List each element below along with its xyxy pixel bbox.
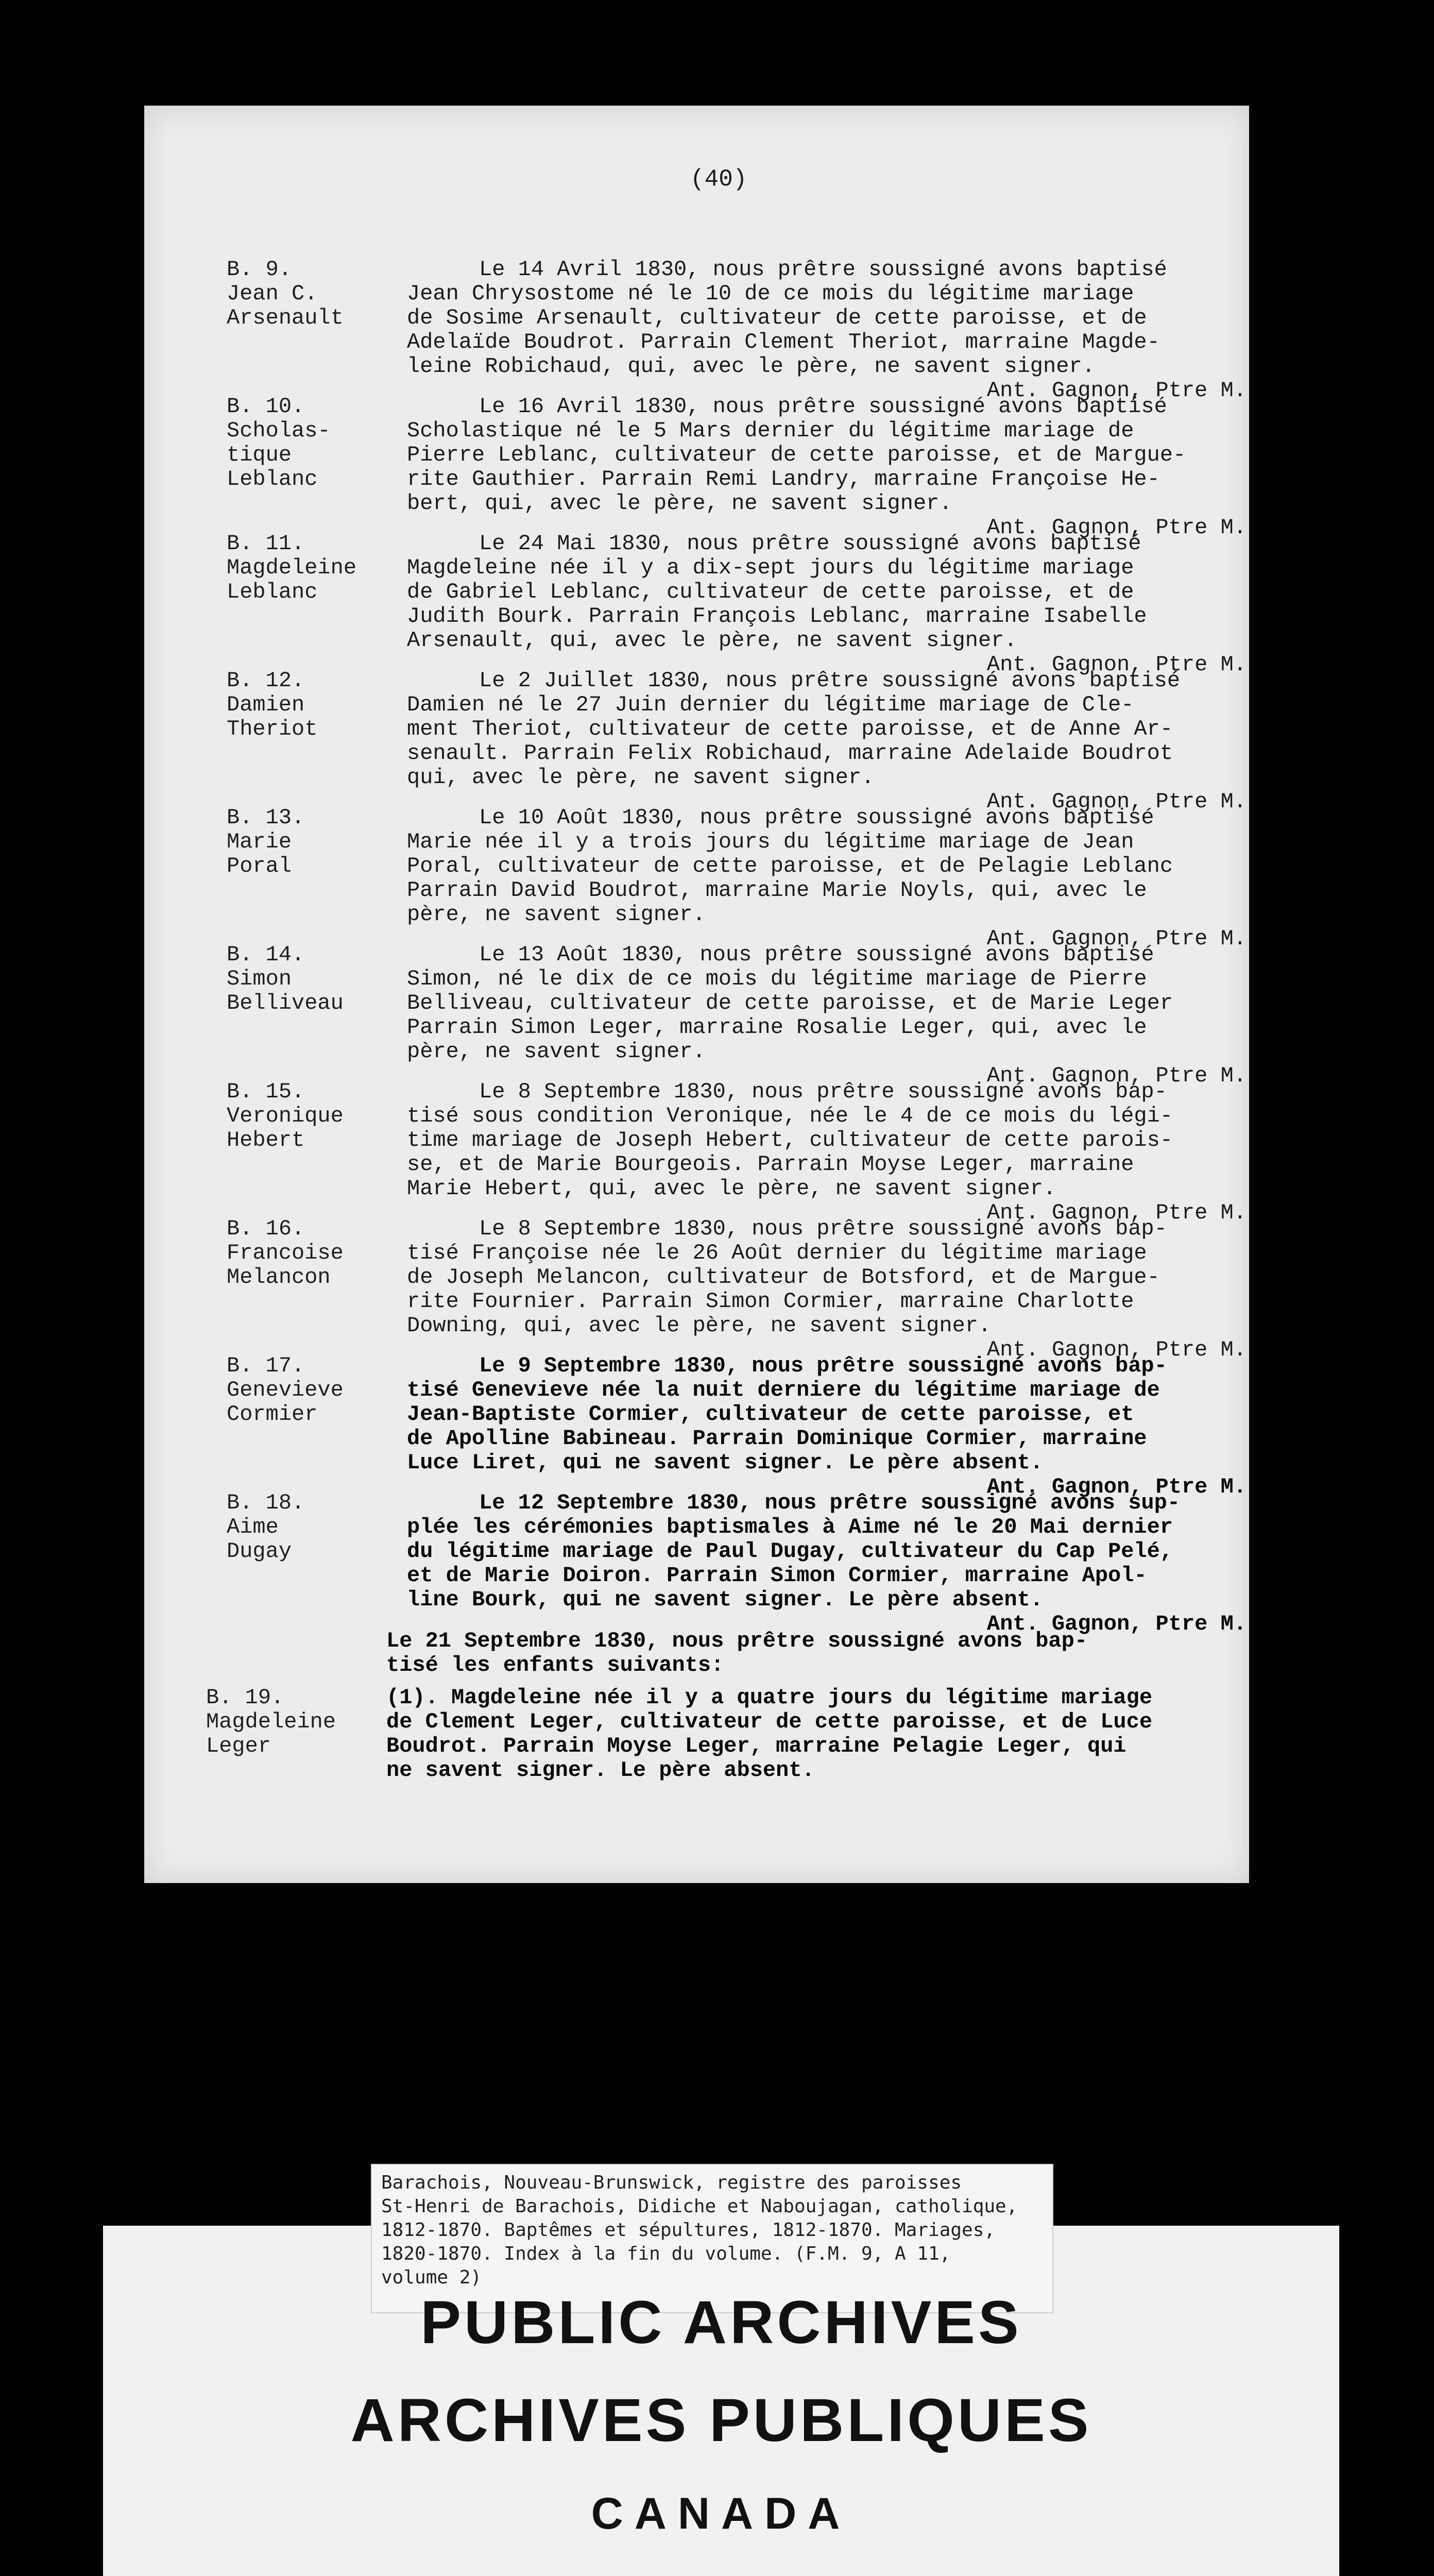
entry-name-part: Theriot xyxy=(227,717,318,741)
entry-name-part: Damien xyxy=(227,692,305,717)
entry-label xyxy=(227,1491,381,1564)
entry-line: tisé Françoise née le 26 Août dernier du légitime mariage xyxy=(407,1241,1147,1265)
entry-line: père, ne savent signer. xyxy=(407,902,706,927)
priest-signature: Ant. Gagnon, Ptre M. xyxy=(986,1475,1247,1499)
entry-line: ne savent signer. Le père absent. xyxy=(386,1758,815,1783)
baptism-entry xyxy=(227,668,1247,814)
entry-text xyxy=(407,669,1247,790)
entry-line: Adelaïde Boudrot. Parrain Clement Theriot, marraine Magde- xyxy=(407,330,1160,354)
entry-number: B. 9. xyxy=(227,257,292,282)
baptism-entry xyxy=(227,1079,1247,1225)
entry-text xyxy=(407,1354,1247,1475)
entry-label xyxy=(227,1217,381,1290)
entry-label xyxy=(227,1354,381,1427)
entry-line: plée les cérémonies baptismales à Aime né le 20 Mai dernier xyxy=(407,1515,1173,1539)
entry-line: senault. Parrain Felix Robichaud, marraine Adelaide Boudrot xyxy=(407,741,1173,766)
entry-number: B. 16. xyxy=(227,1216,305,1241)
archives-country: CANADA xyxy=(591,2489,851,2538)
entry-line: Le 10 Août 1830, nous prêtre soussigné avons baptisé xyxy=(479,805,1154,830)
entry-line: Le 13 Août 1830, nous prêtre soussigné avons baptisé xyxy=(479,942,1154,967)
entry-number: B. 18. xyxy=(227,1490,305,1515)
priest-signature: Ant. Gagnon, Ptre M. xyxy=(986,789,1247,814)
catalog-line: volume 2) xyxy=(381,2267,482,2288)
entry-line: de Apolline Babineau. Parrain Dominique Cormier, marraine xyxy=(407,1426,1147,1451)
entry-number: B. 17. xyxy=(227,1353,305,1378)
entry-name-part: Simon xyxy=(227,967,292,991)
baptism-entry xyxy=(227,531,1247,677)
priest-signature: Ant. Gagnon, Ptre M. xyxy=(986,378,1247,403)
baptism-entry xyxy=(227,257,1247,403)
catalog-line: 1820-1870. Index à la fin du volume. (F.M. 9, A 11, xyxy=(381,2243,951,2264)
entry-label xyxy=(227,1080,381,1153)
entry-line: bert, qui, avec le père, ne savent signer. xyxy=(407,491,952,516)
entry-line: rite Fournier. Parrain Simon Cormier, marraine Charlotte xyxy=(407,1289,1134,1314)
priest-signature: Ant. Gagnon, Ptre M. xyxy=(986,1337,1247,1362)
entry-name-part: Genevieve xyxy=(227,1378,344,1402)
entry-line: Le 14 Avril 1830, nous prêtre soussigné avons baptisé xyxy=(479,257,1167,282)
entry-number: B. 19. xyxy=(206,1685,284,1710)
entry-text xyxy=(386,1686,1226,1783)
entry-label xyxy=(227,806,381,878)
entry-line: Le 2 Juillet 1830, nous prêtre soussigné avons baptisé xyxy=(479,668,1181,693)
entry-text xyxy=(407,1491,1247,1612)
intro-line: tisé les enfants suivants: xyxy=(386,1653,724,1677)
entry-line: et de Marie Doiron. Parrain Simon Cormier, marraine Apol- xyxy=(407,1563,1147,1588)
entry-line: Parrain Simon Leger, marraine Rosalie Leger, qui, avec le xyxy=(407,1015,1147,1040)
entry-name-part: Cormier xyxy=(227,1402,318,1427)
baptism-entry xyxy=(227,1353,1247,1499)
entry-name-part: Scholas- xyxy=(227,418,331,443)
entry-line: de Joseph Melancon, cultivateur de Botsford, et de Margue- xyxy=(407,1265,1160,1290)
entry-text xyxy=(407,806,1247,927)
entry-name-part: Veronique xyxy=(227,1104,344,1128)
priest-signature: Ant. Gagnon, Ptre M. xyxy=(986,926,1247,951)
baptism-entry xyxy=(227,942,1247,1088)
entry-line: Poral, cultivateur de cette paroisse, et de Pelagie Leblanc xyxy=(407,854,1173,878)
entry-line: line Bourk, qui ne savent signer. Le père absent. xyxy=(407,1587,1044,1612)
entry-name-part: Belliveau xyxy=(227,991,344,1015)
entry-line: leine Robichaud, qui, avec le père, ne savent signer. xyxy=(407,354,1095,379)
entry-line: Scholastique né le 5 Mars dernier du légitime mariage de xyxy=(407,418,1134,443)
entry-label xyxy=(227,532,381,604)
catalog-line: St-Henri de Barachois, Didiche et Naboujagan, catholique, xyxy=(381,2196,1018,2217)
entry-line: Le 9 Septembre 1830, nous prêtre soussigné avons bap- xyxy=(479,1353,1167,1378)
entry-line: de Clement Leger, cultivateur de cette paroisse, et de Luce xyxy=(386,1709,1153,1734)
baptism-entry xyxy=(227,1490,1247,1636)
baptism-entry xyxy=(227,1216,1247,1362)
entry-name-part: Francoise xyxy=(227,1241,344,1265)
entry-label xyxy=(227,943,381,1015)
catalog-line: Barachois, Nouveau-Brunswick, registre des paroisses xyxy=(381,2172,962,2193)
entry-line: Marie née il y a trois jours du légitime mariage de Jean xyxy=(407,829,1134,854)
entry-line: Damien né le 27 Juin dernier du légitime mariage de Cle- xyxy=(407,692,1134,717)
entry-name-part: Hebert xyxy=(227,1128,305,1153)
entry-line: Pierre Leblanc, cultivateur de cette paroisse, et de Margue- xyxy=(407,443,1186,467)
entry-line: Downing, qui, avec le père, ne savent signer. xyxy=(407,1313,992,1338)
entry-surname: Leger xyxy=(206,1734,271,1758)
intro-line: Le 21 Septembre 1830, nous prêtre soussigné avons bap- xyxy=(386,1629,1088,1653)
catalog-line: 1812-1870. Baptêmes et sépultures, 1812-1870. Mariages, xyxy=(381,2219,996,2241)
entry-line: Magdeleine née il y a dix-sept jours du légitime mariage xyxy=(407,555,1134,580)
entry-line: Parrain David Boudrot, marraine Marie Noyls, qui, avec le xyxy=(407,878,1147,903)
entry-name-part: Aime xyxy=(227,1515,279,1539)
priest-signature: Ant. Gagnon, Ptre M. xyxy=(986,1200,1247,1225)
entry-line: Marie Hebert, qui, avec le père, ne savent signer. xyxy=(407,1176,1056,1201)
entry-line: time mariage de Joseph Hebert, cultivateur de cette parois- xyxy=(407,1128,1173,1153)
archives-title-french: ARCHIVES PUBLIQUES xyxy=(350,2386,1092,2454)
entry-line: Judith Bourk. Parrain François Leblanc, marraine Isabelle xyxy=(407,604,1147,629)
entry-line: Le 8 Septembre 1830, nous prêtre soussigné avons bap- xyxy=(479,1079,1167,1104)
entry-name-part: Marie xyxy=(227,829,292,854)
entry-line: de Sosime Arsenault, cultivateur de cette paroisse, et de xyxy=(407,306,1147,330)
entry-line: Belliveau, cultivateur de cette paroisse, et de Marie Leger xyxy=(407,991,1173,1015)
entry-name-part: Arsenault xyxy=(227,306,344,330)
entry-line: père, ne savent signer. xyxy=(407,1039,706,1064)
entry-label xyxy=(206,1686,361,1758)
entry-number: B. 13. xyxy=(227,805,305,830)
entry-line: Le 24 Mai 1830, nous prêtre soussigné avons baptisé xyxy=(479,531,1141,556)
archives-title-english: PUBLIC ARCHIVES xyxy=(420,2289,1022,2357)
entry-line: Arsenault, qui, avec le père, ne savent signer. xyxy=(407,628,1017,653)
entry-number: B. 12. xyxy=(227,668,305,693)
priest-signature: Ant. Gagnon, Ptre M. xyxy=(986,1063,1247,1088)
entry-line: Le 16 Avril 1830, nous prêtre soussigné avons baptisé xyxy=(479,394,1167,419)
entry-line: du légitime mariage de Paul Dugay, cultivateur du Cap Pelé, xyxy=(407,1539,1173,1564)
entry-given-name: Magdeleine xyxy=(206,1709,336,1734)
entry-line: tisé sous condition Veronique, née le 4 de ce mois du légi- xyxy=(407,1104,1173,1128)
entry-line: rite Gauthier. Parrain Remi Landry, marraine Françoise He- xyxy=(407,467,1160,492)
entry-line: Simon, né le dix de ce mois du légitime mariage de Pierre xyxy=(407,967,1147,991)
entry-number: B. 10. xyxy=(227,394,305,419)
entry-number: B. 14. xyxy=(227,942,305,967)
entry-name-part: Dugay xyxy=(227,1539,292,1564)
baptism-entry-b19 xyxy=(206,1685,1247,1825)
entry-line: Boudrot. Parrain Moyse Leger, marraine Pelagie Leger, qui xyxy=(386,1734,1126,1758)
baptism-entry xyxy=(227,394,1247,540)
entry-line: qui, avec le père, ne savent signer. xyxy=(407,765,875,790)
entry-line: Luce Liret, qui ne savent signer. Le père absent. xyxy=(407,1450,1044,1475)
entry-text xyxy=(407,532,1247,653)
entry-line: se, et de Marie Bourgeois. Parrain Moyse Leger, marraine xyxy=(407,1152,1134,1177)
entry-number: B. 15. xyxy=(227,1079,305,1104)
priest-signature: Ant. Gagnon, Ptre M. xyxy=(986,652,1247,677)
entry-number: B. 11. xyxy=(227,531,305,556)
entry-line: Jean-Baptiste Cormier, cultivateur de cette paroisse, et xyxy=(407,1402,1134,1427)
entry-line: Le 12 Septembre 1830, nous prêtre soussigné avons sup- xyxy=(479,1490,1181,1515)
group-baptism-intro xyxy=(227,1629,1247,1681)
entry-name-part: Leblanc xyxy=(227,580,318,604)
entry-label xyxy=(227,669,381,741)
entry-label xyxy=(227,258,381,330)
entry-text xyxy=(407,1080,1247,1201)
entry-name-part: Magdeleine xyxy=(227,555,357,580)
page-number: (40) xyxy=(690,166,747,193)
entry-line: ment Theriot, cultivateur de cette paroisse, et de Anne Ar- xyxy=(407,717,1173,741)
entry-text xyxy=(407,1217,1247,1338)
entry-text xyxy=(407,258,1247,379)
entry-name-part: tique xyxy=(227,443,292,467)
entry-label xyxy=(227,395,381,492)
entry-line: de Gabriel Leblanc, cultivateur de cette paroisse, et de xyxy=(407,580,1134,604)
entry-name-part: Poral xyxy=(227,854,292,878)
priest-signature: Ant. Gagnon, Ptre M. xyxy=(986,1612,1247,1636)
entry-line: (1). Magdeleine née il y a quatre jours du légitime mariage xyxy=(386,1685,1153,1710)
entry-text xyxy=(407,943,1247,1064)
entry-name-part: Leblanc xyxy=(227,467,318,492)
entry-text xyxy=(407,395,1247,516)
baptism-entry xyxy=(227,805,1247,951)
priest-signature: Ant. Gagnon, Ptre M. xyxy=(986,515,1247,540)
entry-line: tisé Genevieve née la nuit derniere du légitime mariage de xyxy=(407,1378,1160,1402)
entry-line: Jean Chrysostome né le 10 de ce mois du légitime mariage xyxy=(407,281,1134,306)
entry-name-part: Jean C. xyxy=(227,281,318,306)
entry-line: Le 8 Septembre 1830, nous prêtre soussigné avons bap- xyxy=(479,1216,1167,1241)
entry-name-part: Melancon xyxy=(227,1265,331,1290)
